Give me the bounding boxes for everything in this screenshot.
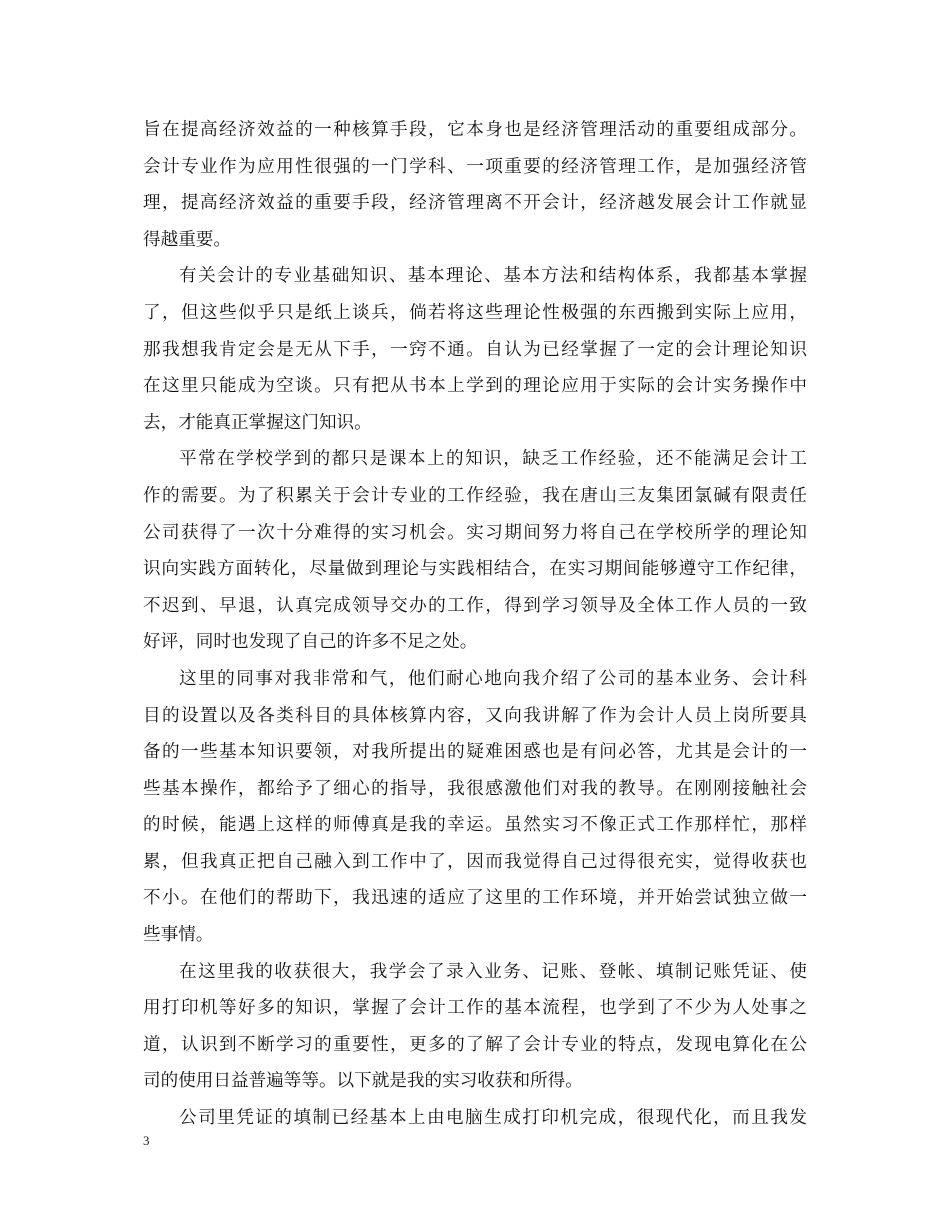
text-line: 得越重要。	[143, 229, 231, 250]
text-line: 作的需要。为了积累关于会计专业的工作经验，我在唐山三友集团氯碱有限责任	[143, 485, 807, 506]
text-line: 了，但这些似乎只是纸上谈兵，倘若将这些理论性极强的东西搬到实际上应用，	[143, 302, 807, 323]
text-line: 识向实践方面转化，尽量做到理论与实践相结合，在实习期间能够遵守工作纪律，	[143, 559, 807, 580]
text-line: 目的设置以及各类科目的具体核算内容，又向我讲解了作为会计人员上岗所要具	[143, 705, 807, 726]
text-line: 会计专业作为应用性很强的一门学科、一项重要的经济管理工作，是加强经济管	[143, 156, 807, 177]
text-line: 用打印机等好多的知识，掌握了会计工作的基本流程，也学到了不少为人处事之	[143, 998, 807, 1019]
text-line: 累，但我真正把自己融入到工作中了，因而我觉得自己过得很充实，觉得收获也	[143, 851, 807, 872]
paragraph-first-line: 在这里我的收获很大，我学会了录入业务、记账、登帐、填制记账凭证、使	[179, 961, 807, 982]
text-line: 备的一些基本知识要领，对我所提出的疑难困惑也是有问必答，尤其是会计的一	[143, 742, 807, 763]
text-line: 些基本操作，都给予了细心的指导，我很感激他们对我的教导。在刚刚接触社会	[143, 778, 807, 799]
text-line: 不迟到、早退，认真完成领导交办的工作，得到学习领导及全体工作人员的一致	[143, 595, 807, 616]
text-line: 好评，同时也发现了自己的许多不足之处。	[143, 632, 478, 653]
paragraph-first-line: 有关会计的专业基础知识、基本理论、基本方法和结构体系，我都基本掌握	[179, 266, 807, 287]
paragraph-first-line: 平常在学校学到的都只是课本上的知识，缺乏工作经验，还不能满足会计工	[179, 449, 807, 470]
text-line: 的时候，能遇上这样的师傅真是我的幸运。虽然实习不像正式工作那样忙，那样	[143, 815, 807, 836]
text-line: 去，才能真正掌握这门知识。	[143, 412, 372, 433]
page-number: 3	[143, 1133, 150, 1148]
body-text	[143, 112, 807, 1137]
text-line: 公司获得了一次十分难得的实习机会。实习期间努力将自己在学校所学的理论知	[143, 522, 807, 543]
paragraph-first-line: 公司里凭证的填制已经基本上由电脑生成打印机完成，很现代化，而且我发	[179, 1108, 807, 1129]
text-line: 在这里只能成为空谈。只有把从书本上学到的理论应用于实际的会计实务操作中	[143, 376, 807, 397]
text-line: 旨在提高经济效益的一种核算手段，它本身也是经济管理活动的重要组成部分。	[143, 120, 807, 140]
paragraph-first-line: 这里的同事对我非常和气，他们耐心地向我介绍了公司的基本业务、会计科	[179, 668, 807, 689]
text-line: 那我想我肯定会是无从下手，一窍不通。自认为已经掌握了一定的会计理论知识	[143, 339, 807, 360]
text-line: 理，提高经济效益的重要手段，经济管理离不开会计，经济越发展会计工作就显	[143, 193, 807, 214]
text-line: 不小。在他们的帮助下，我迅速的适应了这里的工作环境，并开始尝试独立做一	[143, 888, 807, 909]
text-line: 道，认识到不断学习的重要性，更多的了解了会计专业的特点，发现电算化在公	[143, 1034, 807, 1055]
text-line: 司的使用日益普遍等等。以下就是我的实习收获和所得。	[143, 1071, 583, 1092]
text-line: 些事情。	[143, 925, 214, 946]
